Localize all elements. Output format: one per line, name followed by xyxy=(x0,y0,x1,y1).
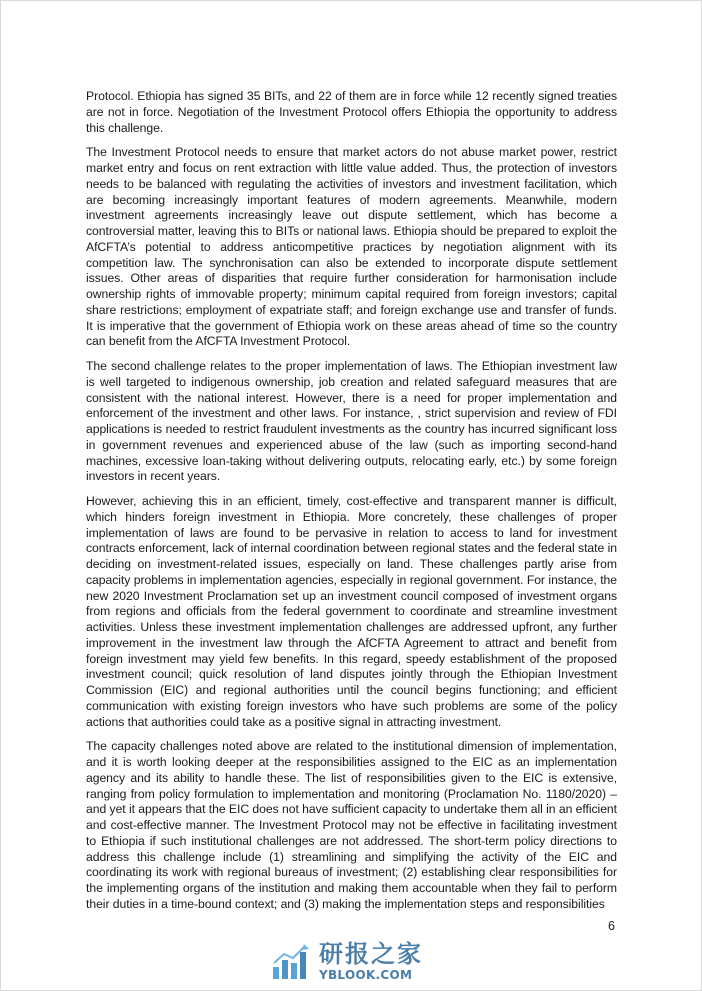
paragraph-2: The Investment Protocol needs to ensure that market actors do not abuse market power, restrict market entry and focus on rent extraction with little value added. Thus, the protection of investors needs to be balanced with regulating the activities of investors and investment facilitation, which are becoming increasingly important features of modern agreements. Meanwhile, modern investment agreements increasingly leave out dispute settlement, which has become a controversial matter, leaving this to BITs or national laws. Ethiopia should be prepared to exploit the AfCFTA’s potential to address anticompetitive practices by negotiation alignment with its competition law. The synchronisation can also be extended to incorporate dispute settlement issues. Other areas of disparities that require further consideration for harmonisation include ownership rights of immovable property; minimum capital required from foreign investors; capital share restrictions; employment of expatriate staff; and foreign exchange use and transfer of funds. It is imperative that the government of Ethiopia work on these areas ahead of time so the country can benefit from the AfCFTA Investment Protocol. xyxy=(86,145,617,349)
watermark xyxy=(271,939,441,983)
paragraph-4: However, achieving this in an efficient, timely, cost-effective and transparent manner is difficult, which hinders foreign investment in Ethiopia. More concretely, these challenges of proper implementation of laws are found to be pervasive in relation to access to land for investment contracts enforcement, lack of internal coordination between regional states and the federal state in deciding on investment-related issues, especially on land. These challenges partly arise from capacity problems in implementation agencies, especially in regional government. For instance, the new 2020 Investment Proclamation set up an investment council composed of investment organs from regions and officials from the federal government to coordinate and streamline investment activities. Unless these investment implementation challenges are addressed upfront, any further improvement in the investment law through the AfCFTA Agreement to attract and benefit from foreign investment may yield few benefits. In this regard, speedy establishment of the proposed investment council; quick resolution of land disputes jointly through the Ethiopian Investment Commission (EIC) and regional authorities until the council begins functioning; and efficient communication with existing foreign investors who have such problems are some of the policy actions that authorities could take as a positive signal in attracting investment. xyxy=(86,494,617,729)
paragraph-1: Protocol. Ethiopia has signed 35 BITs, and 22 of them are in force while 12 recently signed treaties are not in force. Negotiation of the Investment Protocol offers Ethiopia the opportunity to address this challenge. xyxy=(86,89,617,135)
watermark-title: 研报之家 xyxy=(319,940,423,968)
paragraph-5: The capacity challenges noted above are related to the institutional dimension of implementation, and it is worth looking deeper at the responsibilities assigned to the EIC as an implementation agency and its ability to handle these. The list of responsibilities given to the EIC is extensive, ranging from policy formulation to implementation and monitoring (Proclamation No. 1180/2020) – and yet it appears that the EIC does not have sufficient capacity to undertake them all in an efficient and cost-effective manner. The Investment Protocol may not be effective in facilitating investment to Ethiopia if such institutional challenges are not addressed. The short-term policy directions to address this challenge include (1) streamlining and simplifying the activity of the EIC and coordinating its work with regional bureaus of investment; (2) establishing clear responsibilities for the implementing organs of the institution and making them accountable when they fail to perform their duties in a time-bound context; and (3) making the implementation steps and responsibilities xyxy=(86,739,617,911)
body-text xyxy=(86,89,617,922)
page-number: 6 xyxy=(608,919,615,933)
bar-chart-logo-icon xyxy=(271,943,313,981)
paragraph-3: The second challenge relates to the proper implementation of laws. The Ethiopian investment law is well targeted to indigenous ownership, job creation and related safeguard measures that are consistent with the national interest. However, there is a need for proper implementation and enforcement of the investment and other laws. For instance, , strict supervision and review of FDI applications is needed to restrict fraudulent investments as the country has incurred significant loss in government revenues and experienced abuse of the law (such as importing second-hand machines, excessive loan-taking without delivering outputs, relocating early, etc.) by some foreign investors in recent years. xyxy=(86,359,617,484)
watermark-url: YBLOOK.COM xyxy=(319,968,413,982)
